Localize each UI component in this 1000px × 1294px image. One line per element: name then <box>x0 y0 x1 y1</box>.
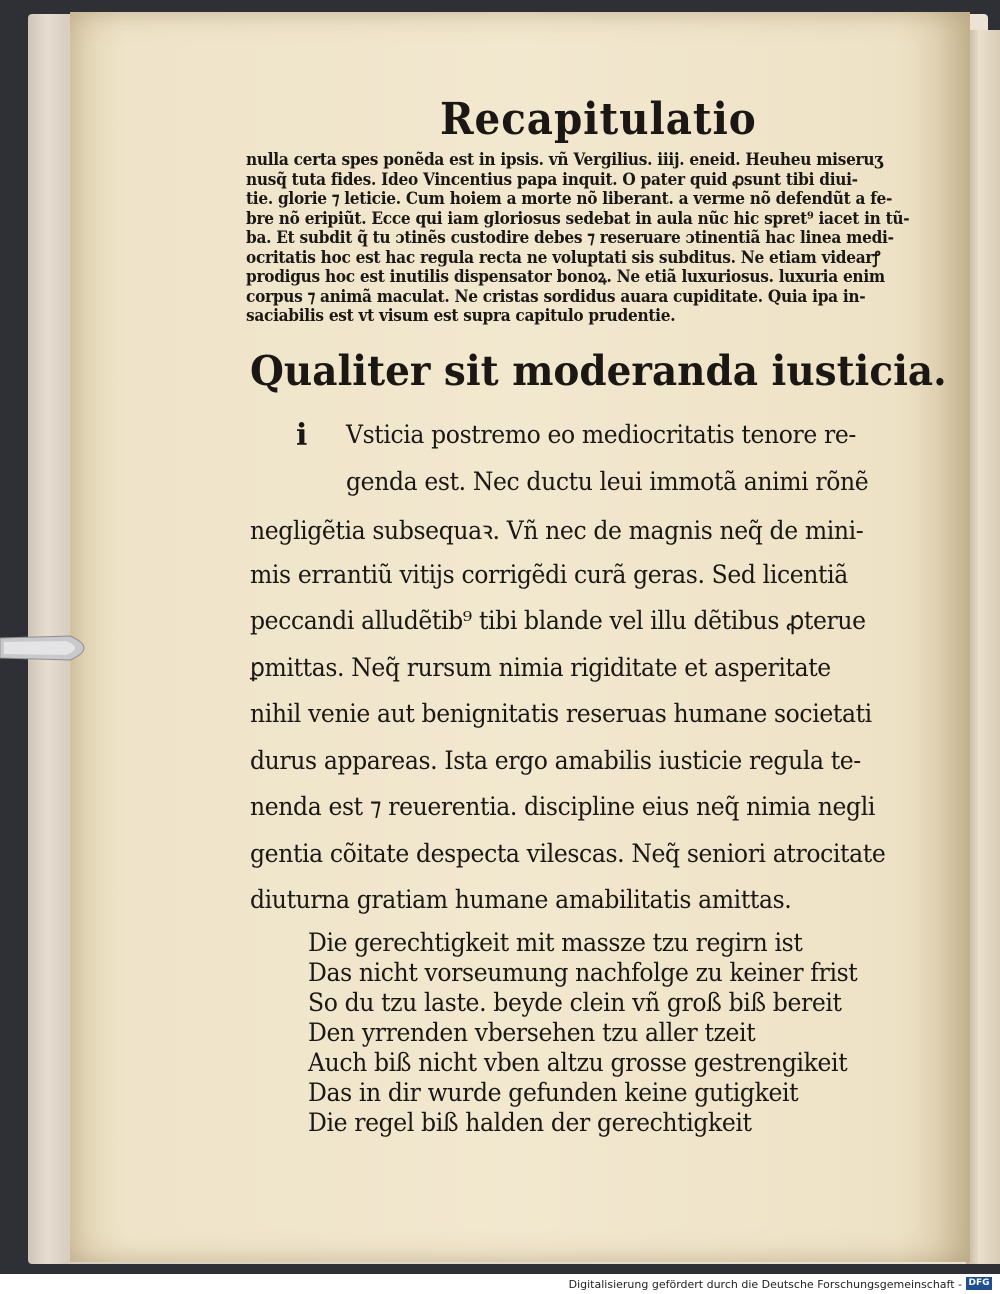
german-line-7: Die regel biß halden der gerechtigkeit <box>308 1108 752 1137</box>
dfg-logo-icon: DFG <box>966 1277 992 1290</box>
latin-line-4: mis errantiũ vitijs corrigẽdi curã geras. Sed licentiã <box>250 559 848 589</box>
latin-line-1: Vsticia postremo eo mediocritatis tenore re- <box>346 420 856 449</box>
latin-line-6: ꝑmittas. Neq̃ rursum nimia rigiditate et asperitate <box>250 652 831 682</box>
latin-line-7: nihil venie aut benignitatis reseruas humane societati <box>250 699 872 728</box>
latin-line-2: genda est. Nec ductu leui immotã animi rõnẽ <box>346 466 869 496</box>
recap-line-2: nusq̃ tuta fides. Ideo Vincentius papa inquit. O pater quid ꝓsunt tibi diui- <box>246 169 858 189</box>
german-line-2: Das nicht vorseumung nachfolge zu keiner frist <box>308 958 858 987</box>
initial-letter: i <box>296 418 308 453</box>
latin-line-5: peccandi alludẽtib⁹ tibi blande vel illu dẽtibus ꝓterue <box>250 606 866 635</box>
heading-chapter: Qualiter sit moderanda iusticia. <box>250 347 947 395</box>
german-line-4: Den yrrenden vbersehen tzu aller tzeit <box>308 1018 756 1047</box>
german-line-5: Auch biß nicht vben altzu grosse gestrengikeit <box>308 1048 848 1077</box>
bookmark-ribbon-icon <box>0 628 100 668</box>
recap-line-3: tie. glorie ⁊ leticie. Cum hoiem a morte nõ liberant. a verme nõ defendũt a fe- <box>246 189 893 208</box>
german-line-1: Die gerechtigkeit mit massze tzu regirn ist <box>308 928 803 957</box>
recap-line-6: ocritatis hoc est hac regula recta ne voluptati sis subditus. Ne etiam videarꝭ <box>246 247 881 267</box>
latin-line-3: negligẽtia subsequaꝛ. Vñ nec de magnis neq̃ de mini- <box>250 516 864 545</box>
latin-line-10: gentia cõitate despecta vilescas. Neq̃ seniori atrocitate <box>250 838 886 868</box>
latin-line-11: diuturna gratiam humane amabilitatis amittas. <box>250 885 792 914</box>
recap-line-8: corpus ⁊ animã maculat. Ne cristas sordidus auara cupiditate. Quia ipa in- <box>246 286 866 306</box>
recap-line-4: bre nõ eripiũt. Ecce qui iam gloriosus sedebat in aula nũc hic spret⁹ iacet in tũ- <box>246 208 910 228</box>
heading-recapitulatio: Recapitulatio <box>440 94 757 145</box>
german-line-3: So du tzu laste. beyde clein vñ groß biß bereit <box>308 988 842 1017</box>
recap-line-7: prodigus hoc est inutilis dispensator bonoꝝ. Ne etiã luxuriosus. luxuria enim <box>246 267 885 286</box>
recap-line-5: ba. Et subdit q̃ tu ɔtinẽs custodire debes ⁊ reseruare ɔtinentiã hac linea medi- <box>246 228 894 247</box>
latin-line-8: durus appareas. Ista ergo amabilis iusticie regula te- <box>250 745 861 775</box>
german-line-6: Das in dir wurde gefunden keine gutigkeit <box>308 1078 799 1107</box>
footer-credit: Digitalisierung gefördert durch die Deutsche Forschungsgemeinschaft - <box>568 1278 962 1291</box>
recap-line-1: nulla certa spes ponẽda est in ipsis. vñ Vergilius. iiij. eneid. Heuheu miseruʒ <box>246 150 883 169</box>
latin-line-9: nenda est ⁊ reuerentia. discipline eius neq̃ nimia negli <box>250 792 875 821</box>
book-right-edge <box>966 30 1000 1264</box>
recap-line-9: saciabilis est vt visum est supra capitulo prudentie. <box>246 306 676 325</box>
